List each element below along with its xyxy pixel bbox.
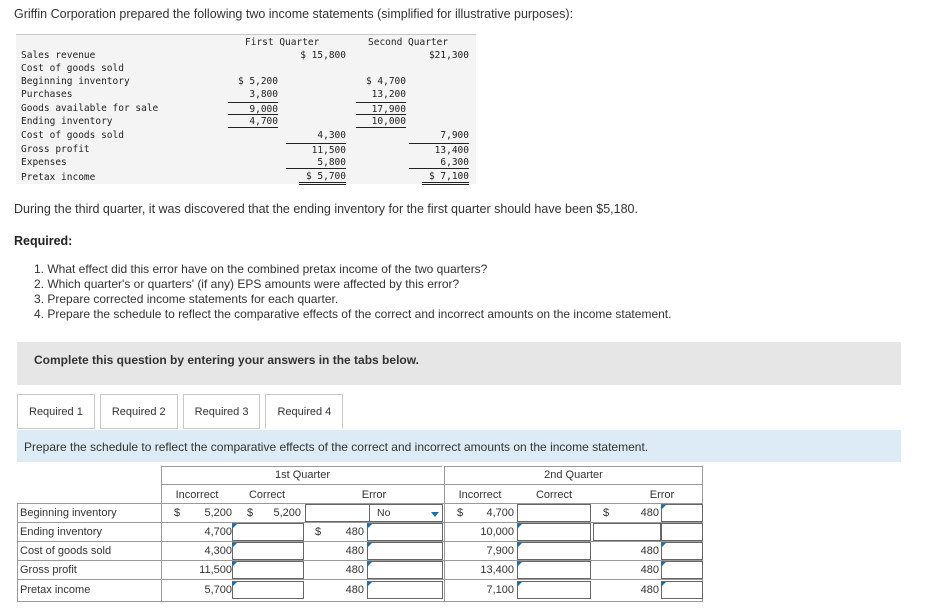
q1-correct-input[interactable] — [232, 523, 304, 541]
q1-error-value: 480 — [345, 545, 364, 557]
dollar-sign: $ — [247, 507, 254, 519]
q1-error-value: 480 — [345, 526, 364, 538]
q2-correct-input[interactable] — [517, 581, 591, 599]
q1-incorrect-header: Incorrect — [175, 489, 219, 501]
q1-inner-value: 3,800 — [249, 89, 278, 100]
q1-outer-value: 5,800 — [286, 156, 346, 169]
row-label: Ending inventory — [20, 526, 102, 538]
tab-required-4[interactable]: Required 4 — [265, 394, 343, 429]
row-label: Pretax income — [20, 584, 91, 596]
row-label: Gross profit — [20, 564, 77, 576]
input-flag-icon — [232, 562, 237, 567]
q1-inner-value: 9,000 — [228, 102, 278, 115]
q2-error-value: 480 — [640, 564, 659, 576]
input-flag-icon — [367, 524, 372, 529]
input-flag-icon — [232, 543, 237, 548]
q2-inner-value: 10,000 — [356, 115, 406, 128]
first-quarter-group-header: 1st Quarter — [274, 469, 331, 481]
q2-pretax-income: $ 7,100 — [422, 170, 469, 185]
input-flag-icon — [232, 582, 237, 587]
question-item: 4. Prepare the schedule to reflect the comparative effects of the correct and incorrect amounts on the income statement. — [34, 307, 672, 321]
q2-error-input[interactable] — [593, 523, 661, 541]
q2-incorrect-value: 7,900 — [486, 545, 514, 557]
stmt-label: Cost of goods sold — [21, 130, 124, 141]
q2-incorrect-value: 4,700 — [486, 507, 514, 519]
stmt-label: Cost of goods sold — [21, 63, 124, 74]
q1-error-effect-input[interactable] — [367, 561, 443, 579]
q1-inner-value: 4,700 — [228, 115, 278, 128]
input-flag-icon — [661, 562, 666, 567]
q1-correct-input[interactable] — [232, 542, 304, 560]
first-quarter-header: First Quarter — [245, 37, 320, 48]
q2-error-input[interactable] — [661, 504, 703, 522]
q2-incorrect-value: 10,000 — [480, 526, 514, 538]
q1-error-effect-input[interactable] — [367, 523, 443, 541]
discovery-text: During the third quarter, it was discovered that the ending inventory for the first quarter should have been $5,180. — [14, 202, 638, 216]
input-flag-icon — [661, 505, 666, 510]
q2-incorrect-header: Incorrect — [458, 489, 502, 501]
q1-error-input[interactable] — [305, 504, 373, 522]
q2-incorrect-value: 13,400 — [480, 564, 514, 576]
q1-error-effect-input[interactable] — [367, 581, 443, 599]
q1-outer-value: 4,300 — [317, 130, 346, 141]
q2-error-value: 480 — [640, 545, 659, 557]
q2-outer-value: 7,900 — [440, 130, 469, 141]
stmt-label: Purchases — [21, 89, 73, 100]
tab-required-3[interactable]: Required 3 — [183, 394, 261, 429]
q2-correct-input[interactable] — [517, 504, 591, 522]
q1-correct-input[interactable] — [232, 581, 304, 599]
q1-correct-input[interactable] — [232, 561, 304, 579]
question-list — [34, 262, 671, 322]
dollar-sign: $ — [315, 526, 322, 538]
q2-correct-input[interactable] — [517, 542, 591, 560]
q1-error-value: 480 — [345, 584, 364, 596]
q1-correct-value: 5,200 — [273, 507, 301, 519]
input-flag-icon — [517, 543, 522, 548]
q1-incorrect-value: 4,300 — [204, 545, 232, 557]
intro-text: Griffin Corporation prepared the following two income statements (simplified for illustrative purposes): — [14, 7, 574, 21]
q1-error-effect-input[interactable] — [367, 542, 443, 560]
row-label: Beginning inventory — [20, 507, 117, 519]
input-flag-icon — [517, 524, 522, 529]
input-flag-icon — [232, 524, 237, 529]
q1-incorrect-value: 5,200 — [204, 507, 232, 519]
second-quarter-header: Second Quarter — [368, 37, 449, 48]
tab-required-2[interactable]: Required 2 — [100, 394, 178, 429]
question-item: 1. What effect did this error have on the combined pretax income of the two quarters? — [34, 262, 488, 276]
q2-error-effect-input[interactable] — [661, 561, 703, 579]
stmt-label: Beginning inventory — [21, 76, 130, 87]
q1-pretax-income: $ 5,700 — [299, 170, 346, 185]
q2-error-value: 480 — [640, 584, 659, 596]
instructions-banner: Complete this question by entering your answers in the tabs below. — [17, 342, 901, 385]
q1-sales: $ 15,800 — [300, 50, 346, 61]
q2-error-value: 480 — [640, 507, 659, 519]
question-item: 2. Which quarter's or quarters' (if any) EPS amounts were affected by this error? — [34, 277, 460, 291]
q2-inner-value: 13,200 — [371, 89, 406, 100]
q2-correct-header: Correct — [535, 489, 573, 501]
q1-incorrect-value: 5,700 — [204, 584, 232, 596]
q2-error-effect-input[interactable] — [661, 581, 703, 599]
input-flag-icon — [661, 582, 666, 587]
dropdown-value: No — [377, 507, 391, 519]
q1-inner-value: $ 5,200 — [237, 76, 278, 87]
stmt-label: Ending inventory — [21, 116, 113, 127]
dollar-sign: $ — [457, 507, 464, 519]
q2-correct-input[interactable] — [517, 561, 591, 579]
second-quarter-group-header: 2nd Quarter — [544, 469, 603, 481]
input-flag-icon — [367, 543, 372, 548]
q2-outer-value: 13,400 — [409, 143, 469, 156]
dollar-sign: $ — [174, 507, 181, 519]
q1-incorrect-value: 11,500 — [199, 564, 232, 576]
income-statements — [16, 34, 476, 184]
stmt-label: Pretax income — [21, 172, 96, 183]
tab-instruction: Prepare the schedule to reflect the comparative effects of the correct and incorrect amounts on the income statement. — [17, 430, 901, 462]
input-flag-icon — [367, 562, 372, 567]
stmt-label: Expenses — [21, 157, 67, 168]
required-heading: Required: — [14, 234, 73, 248]
stmt-label: Sales revenue — [21, 50, 96, 61]
q1-outer-value: 11,500 — [286, 143, 346, 156]
stmt-label: Goods available for sale — [21, 103, 159, 114]
q2-incorrect-value: 7,100 — [486, 584, 514, 596]
q2-inner-value: $ 4,700 — [365, 76, 406, 87]
q2-inner-value: 17,900 — [356, 102, 406, 115]
q1-correct-header: Correct — [248, 489, 286, 501]
input-flag-icon — [517, 582, 522, 587]
input-flag-icon — [367, 582, 372, 587]
input-flag-icon — [661, 543, 666, 548]
q2-error-effect-input[interactable] — [661, 542, 703, 560]
q1-error-header: Error — [361, 489, 387, 501]
q1-error-value: 480 — [345, 564, 364, 576]
q2-error-effect-input[interactable] — [661, 523, 703, 541]
q2-sales: $21,300 — [428, 50, 469, 61]
dollar-sign: $ — [603, 507, 610, 519]
row-label: Cost of goods sold — [20, 545, 112, 557]
tab-bar — [17, 394, 348, 429]
input-flag-icon — [517, 562, 522, 567]
q2-correct-input[interactable] — [517, 523, 591, 541]
q2-outer-value: 6,300 — [409, 156, 469, 169]
q2-error-header: Error — [649, 489, 675, 501]
question-item: 3. Prepare corrected income statements for each quarter. — [34, 292, 339, 306]
chevron-down-icon[interactable] — [431, 512, 439, 517]
tab-required-1[interactable]: Required 1 — [17, 394, 95, 429]
q1-incorrect-value: 4,700 — [204, 526, 232, 538]
stmt-label: Gross profit — [21, 144, 90, 155]
